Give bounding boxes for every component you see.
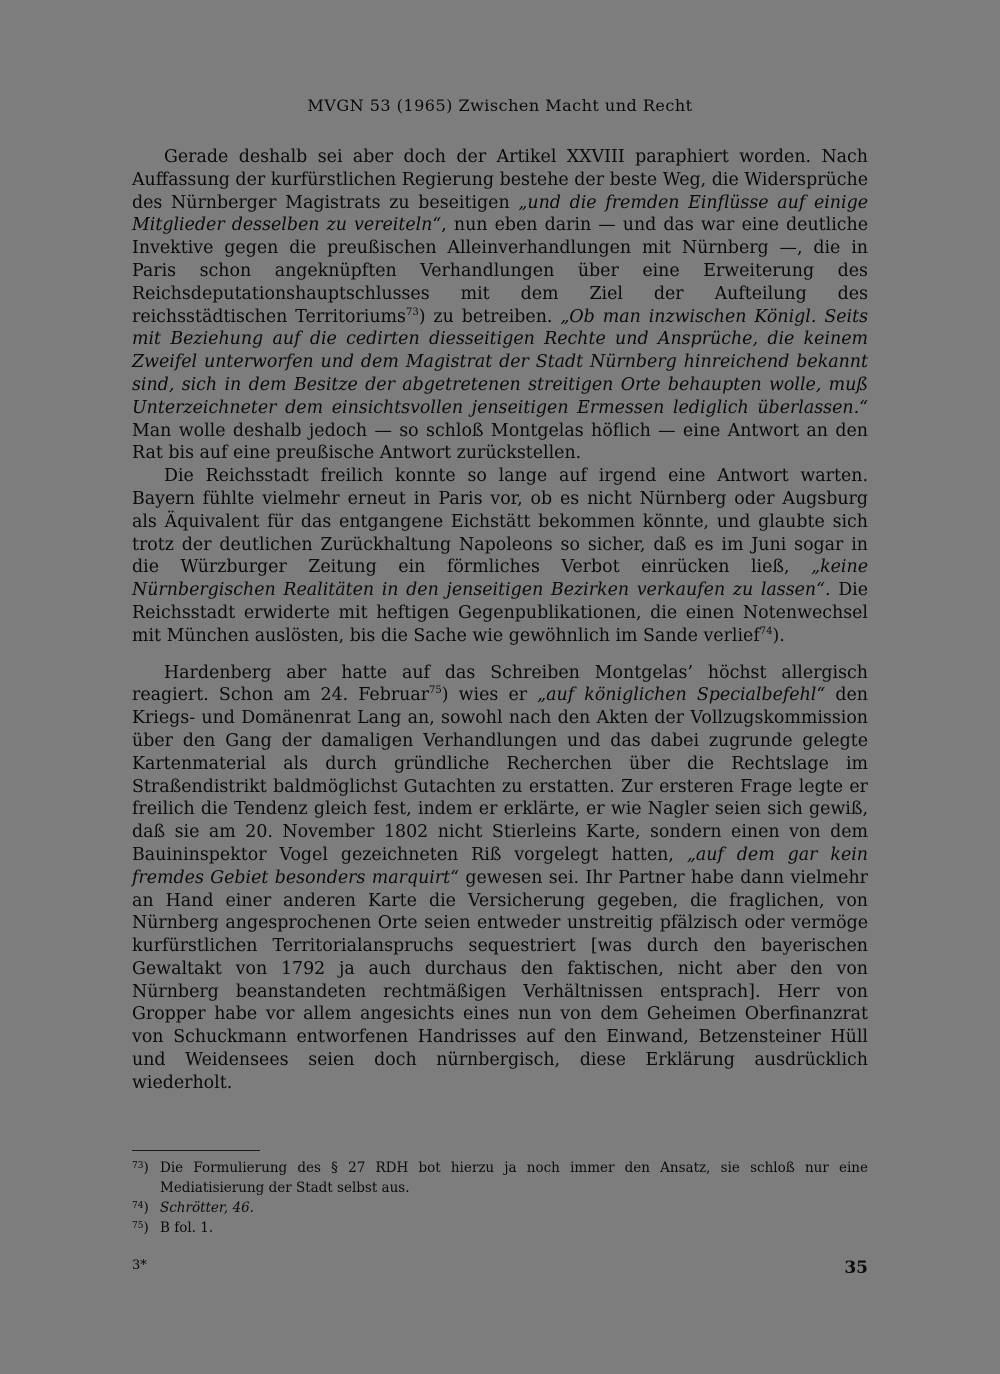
running-head: MVGN 53 (1965) Zwischen Macht und Recht <box>307 96 693 115</box>
footnote-text: Die Formulierung des § 27 RDH bot hierzu ja noch immer den Ansatz, sie schloß nur eine Mediatisierung der Stadt selbst aus. <box>160 1160 868 1196</box>
para1-text-2: , nun eben darin — und das war eine deutliche Invektive gegen die preußischen Alleinverhandlungen mit Nürnberg —, die in Paris schon angeknüpften Verhandlungen über eine Erweiterung des Reichsdeputationshauptschlusses mit dem Ziel der Aufteilung des reichsstädtischen Territoriums <box>132 215 868 327</box>
footnote-73 <box>132 1158 868 1198</box>
paragraph-1 <box>132 146 868 465</box>
footnote-marker: $^{74}$) <box>132 1200 149 1216</box>
footnote-marker: $^{73}$) <box>132 1160 149 1176</box>
para3-text-3: den Kriegs- und Domänenrat Lang an, sowohl nach den Akten der Vollzugskommission über den Gang der damaligen Verhandlungen und das dabei zugrunde gelegte Kartenmaterial als durch gründliche Recherchen über die Rechtslage im Straßendistrikt baldmöglichst Gutachten zu erstatten. Zur ersteren Frage legte er freilich die Tendenz gleich fest, indem er erklärte, er wie Nagler seien sich gewiß, daß sie am 20. November 1802 nicht Stierleins Karte, sondern einen von dem Bauininspektor Vogel gezeichneten Riß vorgelegt hatten, <box>132 685 869 865</box>
footnote-marker: $^{75}$) <box>132 1220 149 1236</box>
para3-quote-1: „auf königlichen Specialbefehl“ <box>537 685 826 706</box>
paragraph-3 <box>132 662 868 1095</box>
para3-text-1: Hardenberg aber hatte auf das Schreiben Montgelas’ höchst allergisch reagiert. Schon am 24. Februar <box>132 662 868 706</box>
footnote-75 <box>132 1218 868 1238</box>
para3-text-2: ) wies er <box>441 685 538 706</box>
printer-signature: 3* <box>132 1258 147 1273</box>
para1-text-3: ) zu betreiben. <box>418 306 561 327</box>
paragraph-2 <box>132 465 868 647</box>
body-text <box>132 146 868 1095</box>
para1-text-4: Man wolle deshalb jedoch — so schloß Montgelas höflich — eine Antwort an den Rat bis auf eine preußische Antwort zurückstellen. <box>132 420 868 464</box>
footnote-ref-73[interactable]: 73 <box>405 306 419 318</box>
page-number: 35 <box>844 1258 868 1278</box>
para2-quote-1: „keine Nürnbergischen Realitäten in den jenseitigen Bezirken verkaufen zu lassen“ <box>132 557 868 601</box>
footnote-ref-75[interactable]: 75 <box>429 685 442 697</box>
para1-quote-2: „Ob man inzwischen Königl. Seits mit Beziehung auf die cedirten diesseitigen Rechte und Ansprüche, die keinem Zweifel unterworfen und dem Magistrat der Stadt Nürnberg hinreichend bekannt sind, sich in dem Besitze der abgetretenen streitigen Orte behaupten wolle, muß Unterzeichneter dem einsichtsvollen jenseitigen Ermessen lediglich überlassen.“ <box>132 306 868 418</box>
para3-quote-2: „auf dem gar kein fremdes Gebiet besonders marquirt“ <box>132 844 868 888</box>
para2-text-3: ). <box>772 625 785 646</box>
footnote-text: Schrötter, 46. <box>160 1200 254 1216</box>
footnote-text: B fol. 1. <box>160 1220 214 1236</box>
footnote-divider <box>132 1150 260 1151</box>
para2-text-1: Die Reichsstadt freilich konnte so lange auf irgend eine Antwort warten. Bayern fühlte vielmehr erneut in Paris vor, ob es nicht Nürnberg oder Augsburg als Äquivalent für das entgangene Eichstätt bekommen könnte, und glaubte sich trotz der deutlichen Zurückhaltung Napoleons so sicher, daß es im Juni sogar in die Würzburger Zeitung ein förmliches Verbot einrücken ließ, <box>132 466 868 578</box>
para1-quote-1: „und die fremden Einflüsse auf einige Mitglieder desselben zu vereiteln“ <box>132 192 868 236</box>
footnote-ref-74[interactable]: 74 <box>759 625 773 637</box>
footnote-74 <box>132 1198 868 1218</box>
para2-text-2: . Die Reichsstadt erwiderte mit heftigen Gegenpublikationen, die einen Notenwechsel mit München auslösten, bis die Sache wie gewöhnlich im Sande verlief <box>132 580 868 646</box>
footnotes <box>132 1158 868 1238</box>
para1-text-1: Gerade deshalb sei aber doch der Artikel XXVIII paraphiert worden. Nach Auffassung der kurfürstlichen Regierung bestehe der beste Weg, die Widersprüche des Nürnberger Magistrats zu beseitigen <box>132 147 868 213</box>
para3-text-4: gewesen sei. Ihr Partner habe dann vielmehr an Hand einer anderen Karte die Versicherung gegeben, die fraglichen, von Nürnberg angesprochenen Orte seien entweder unstreitig pfälzisch oder vermöge kurfürstlichen Territorialanspruchs sequestriert [was durch den bayerischen Gewaltakt von 1792 ja auch durchaus den faktischen, nicht aber den von Nürnberg beanstandeten rechtmäßigen Verhältnissen entsprach]. Herr von Gropper habe vor allem angesichts eines nun von dem Geheimen Oberfinanzrat von Schuckmann entworfenen Handrisses auf den Einwand, Betzensteiner Hüll und Weidensees seien doch nürnbergisch, diese Erklärung ausdrücklich wiederholt. <box>132 867 868 1093</box>
